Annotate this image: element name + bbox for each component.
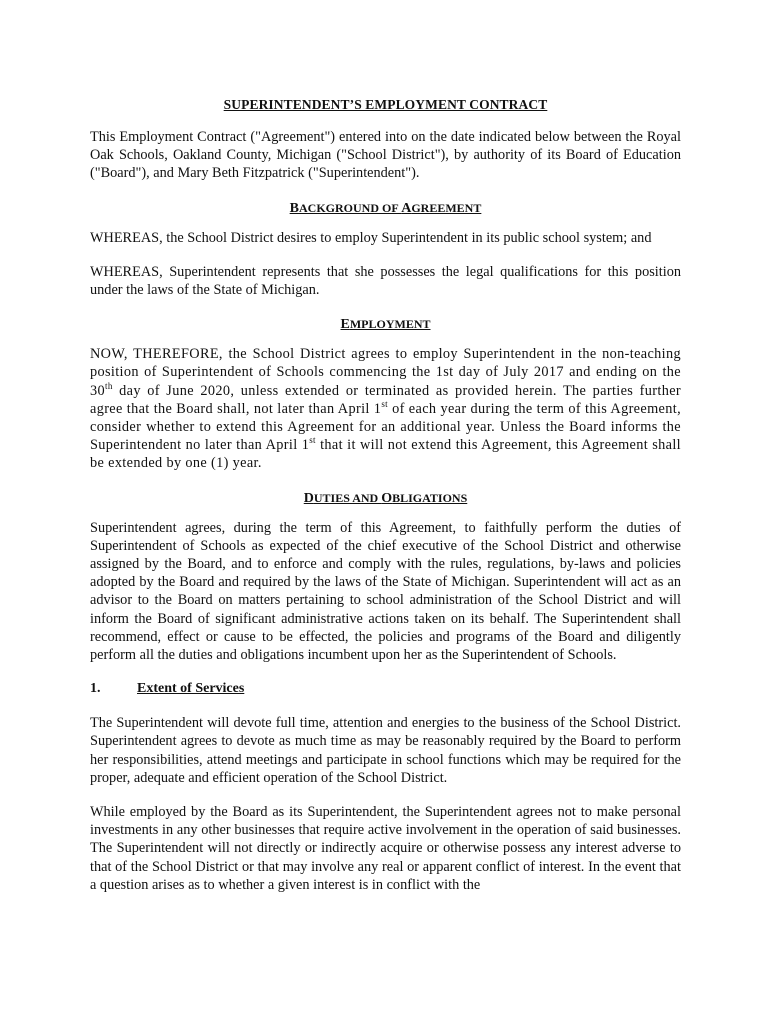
section-number: 1. [90,681,101,697]
document-title: SUPERINTENDENT’S EMPLOYMENT CONTRACT [223,97,548,112]
intro-paragraph: This Employment Contract ("Agreement") entered into on the date indicated below between the Royal Oak Schools, Oakland County, Michigan ("School District"), by authority of its Board of Education ("Board"), and Mary Beth Fitzpatrick ("Superintendent"). [90,129,681,182]
section-title: Extent of Services [137,681,245,697]
extent-paragraph-1: The Superintendent will devote full time, attention and energies to the business of the School District. Superintendent agrees to devote as much time as may be reasonably required by the Board to perform her responsibilities, attend meetings and participate in school functions which may be required for the proper, adequate and efficient operation of the School District. [90,715,681,786]
background-heading: BACKGROUND OF AGREEMENT [289,200,482,216]
section-1-heading [90,680,681,698]
extent-paragraph-2: While employed by the Board as its Superintendent, the Superintendent agrees not to make personal investments in any other businesses that require active involvement in the operation of said businesses. The Superintendent will not directly or indirectly acquire or otherwise possess any interest adverse to that of the School District or that may involve any real or apparent conflict of interest. In the event that a question arises as to whether a given interest is in conflict with the [90,804,681,893]
employment-paragraph: NOW, THEREFORE, the School District agrees to employ Superintendent in the non-teaching position of Superintendent of Schools commencing the 1st day of July 2017 and ending on the 30th day of June 2020, unless extended or terminated as provided herein. The parties further agree that the Board shall, not later than April 1st of each year during the term of this Agreement, consider whether to extend this Agreement for an additional year. Unless the Board informs the Superintendent no later than April 1st that it will not extend this Agreement, this Agreement shall be extended by one (1) year. [90,346,681,472]
employment-heading: EMPLOYMENT [340,317,431,333]
whereas-paragraph-1: WHEREAS, the School District desires to employ Superintendent in its public school system; and [90,229,652,246]
duties-heading: DUTIES AND OBLIGATIONS [303,490,468,506]
whereas-paragraph-2: WHEREAS, Superintendent represents that she possesses the legal qualifications for this position under the laws of the State of Michigan. [90,263,681,299]
duties-paragraph: Superintendent agrees, during the term of this Agreement, to faithfully perform the duties of Superintendent of Schools as expected of the chief executive of the School District and otherwise assigned by the Board, and to enforce and comply with the rules, regulations, by-laws and policies adopted by the Board and required by the laws of the State of Michigan. Superintendent will act as an advisor to the Board on matters pertaining to school administration of the School District and will inform the Board of significant administrative actions taken on its behalf. The Superintendent shall recommend, effect or cause to be effected, the policies and programs of the Board and diligently perform all the duties and obligations incumbent upon her as the Superintendent of Schools. [90,519,681,664]
